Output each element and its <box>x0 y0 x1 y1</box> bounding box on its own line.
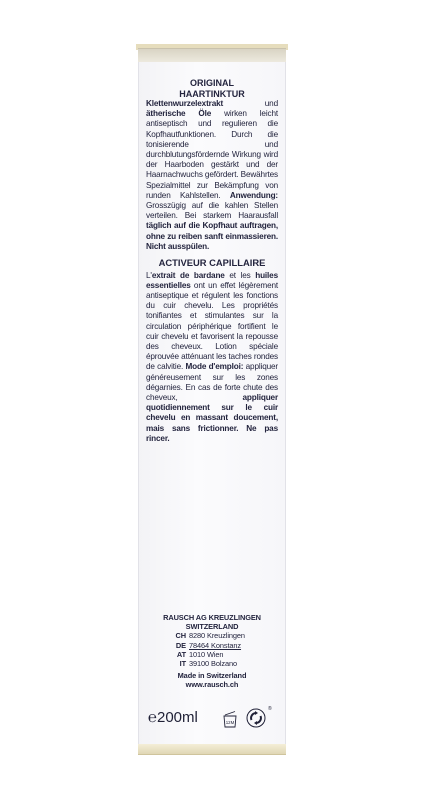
fr-text-run: L' <box>146 270 152 280</box>
fr-description <box>146 271 278 444</box>
de-text-run: Klettenwurzelextrakt <box>146 99 224 108</box>
address-line: 78464 Konstanz <box>189 640 242 650</box>
fr-text-run: Mode d'emploi: <box>185 362 244 372</box>
de-text-run: Grosszügig auf die kahlen Stellen verteilen. Bei starkem Haarausfall <box>146 201 278 221</box>
fr-text-run: extrait de bardane <box>151 270 225 280</box>
box-bottom-edge <box>138 744 286 755</box>
company-country: SWITZERLAND <box>185 622 239 632</box>
address-row <box>156 641 278 650</box>
address-line: 39100 Bolzano <box>189 659 238 669</box>
de-text-run: ätherische Öle <box>146 109 212 119</box>
address-row <box>156 631 278 640</box>
address-row <box>156 659 278 668</box>
de-text-run: und <box>223 99 278 108</box>
fr-text-run: huiles essentielles <box>146 270 278 290</box>
ingredients-text-column <box>146 78 278 444</box>
manufacturer-address <box>146 613 278 690</box>
de-text-run: täglich auf die Kopfhaut auftragen, ohne zu reiben sanft einmassieren. Nicht ausspülen. <box>146 221 278 251</box>
package-footer <box>148 706 280 730</box>
made-in-label: Made in Switzerland <box>177 671 247 681</box>
pao-label: 12M <box>225 720 235 725</box>
de-title <box>146 78 278 99</box>
fr-text-run: appliquer quotidiennement sur le cuir chevelu en massant doucement, mais sans frictionner. Ne pas rincer. <box>146 392 278 443</box>
de-text-run: wirken leicht antiseptisch und regulieren die Kopfhautfunktionen. Durch die tonisierende und durchblutungsfördernde Wirkung wird der Haarboden gestärkt und der Haarnachwuchs gefördert. Bewährtes Spezialmittel zur Bekämpfung von runden Kahlstellen. <box>146 109 278 200</box>
de-text-run: Anwendung: <box>229 190 278 200</box>
address-line: 1010 Wien <box>189 649 224 659</box>
country-code: CH <box>175 631 186 641</box>
address-row <box>156 650 278 659</box>
company-name: RAUSCH AG KREUZLINGEN <box>163 613 261 622</box>
registered-mark: ® <box>268 706 272 712</box>
recycle-icon <box>246 708 266 728</box>
website-link: www.rausch.ch <box>185 680 239 690</box>
de-title-line1: ORIGINAL <box>190 78 234 88</box>
address-line: 8280 Kreuzlingen <box>189 631 245 641</box>
fr-text-run: et les <box>224 270 256 280</box>
de-description <box>146 99 278 252</box>
fr-text-run: ont un effet légèrement antiseptique et régulent les fonctions du cuir chevelu. Les propriétés tonifiantes et stimulantes sur la circulation périphérique fortifient le cuir chevelu et favorisent la repousse des cheveux. Lotion spéciale éprouvée atténuant les taches rondes de calvitie. <box>146 280 278 372</box>
volume-label: ℮200ml <box>148 709 198 726</box>
fr-text-run: appliquer généreusement sur les zones dégarnies. En cas de forte chute des cheveux, <box>146 362 278 402</box>
address-rows <box>146 631 278 668</box>
open-jar-icon <box>222 710 238 728</box>
fr-title: ACTIVEUR CAPILLAIRE <box>158 257 266 269</box>
country-code: DE <box>175 640 186 650</box>
country-code: IT <box>179 659 186 669</box>
country-code: AT <box>176 649 186 659</box>
de-title-line2: HAARTINKTUR <box>179 88 245 99</box>
